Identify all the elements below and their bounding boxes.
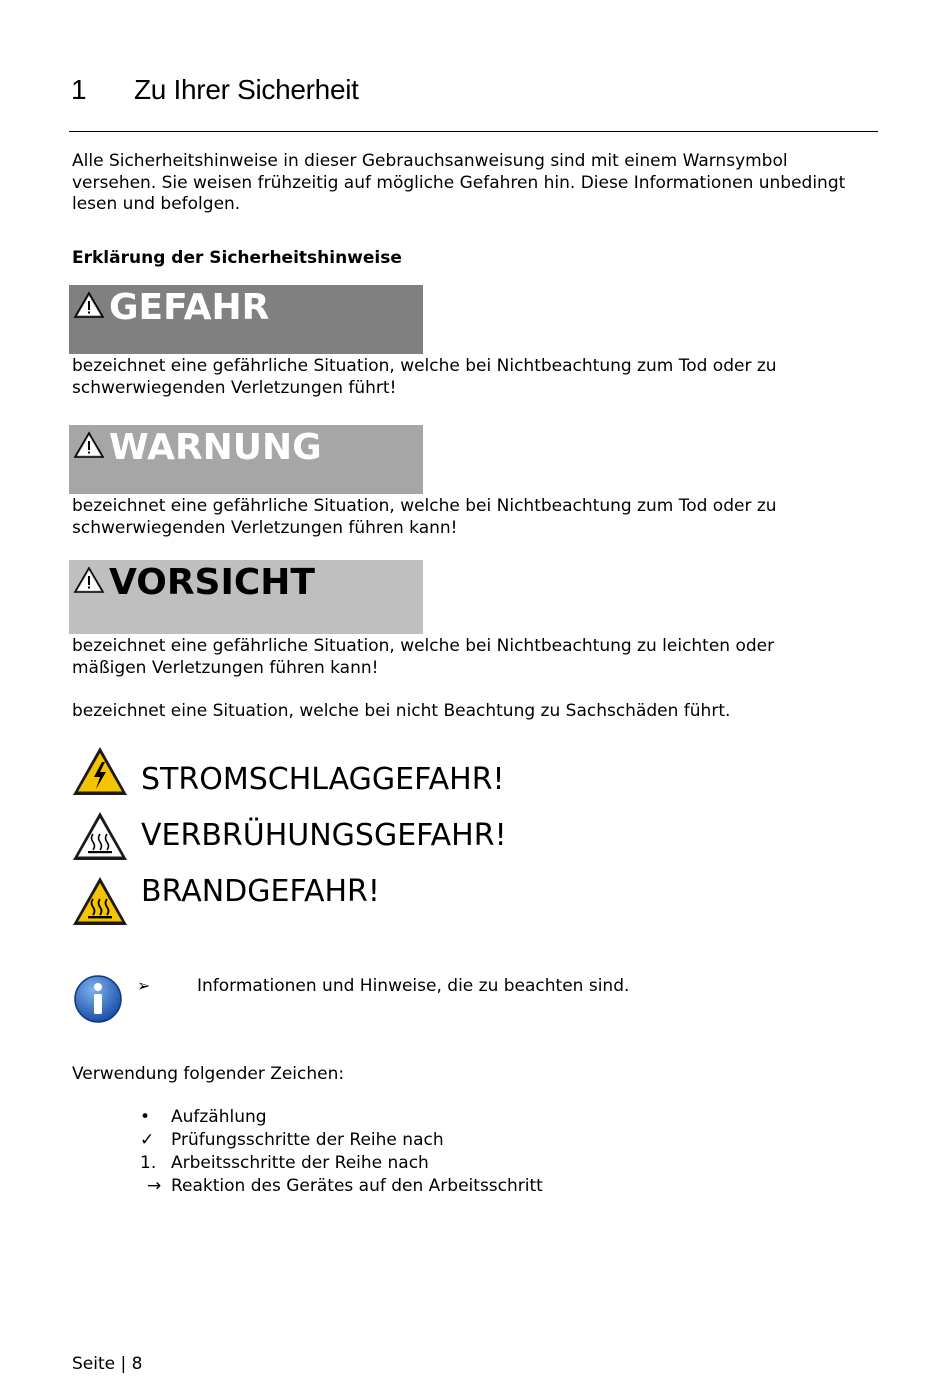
warning-triangle-icon — [73, 431, 105, 459]
danger-label: GEFAHR — [109, 287, 270, 328]
info-text: Informationen und Hinweise, die zu beachten sind. — [197, 976, 630, 996]
warning-label: WARNUNG — [109, 427, 322, 468]
info-bullet-icon: ➢ — [137, 976, 151, 995]
caution-banner — [69, 560, 423, 634]
danger-description: bezeichnet eine gefährliche Situation, welche bei Nichtbeachtung zum Tod oder zu schwerwiegenden Verletzungen führt! — [72, 356, 777, 398]
list-item-text: Aufzählung — [171, 1107, 267, 1127]
check-marker-icon: ✓ — [140, 1130, 155, 1150]
chapter-number: 1 — [71, 74, 87, 105]
electric-shock-warning-icon — [71, 745, 129, 797]
scald-warning-icon — [71, 810, 129, 862]
warning-triangle-icon — [73, 566, 105, 594]
warning-banner — [69, 425, 423, 494]
page-footer: Seite | 8 — [72, 1354, 143, 1374]
bullet-marker: • — [140, 1107, 151, 1127]
list-item-text: Prüfungsschritte der Reihe nach — [171, 1130, 444, 1150]
danger-banner — [69, 285, 423, 354]
intro-paragraph: Alle Sicherheitshinweise in dieser Gebrauchsanweisung sind mit einem Warnsymbol versehen. Sie weisen frühzeitig auf mögliche Gefahren hin. Diese Informationen unbedingt lesen und befolgen. — [72, 151, 846, 214]
chapter-title: Zu Ihrer Sicherheit — [134, 74, 359, 105]
number-marker: 1. — [140, 1153, 157, 1173]
caution-description: bezeichnet eine gefährliche Situation, welche bei Nichtbeachtung zu leichten oder mäßigen Verletzungen führen kann! — [72, 636, 775, 678]
hazard-fire: BRANDGEFAHR! — [141, 874, 380, 909]
list-item-text: Arbeitsschritte der Reihe nach — [171, 1153, 429, 1173]
section-subheading: Erklärung der Sicherheitshinweise — [72, 248, 402, 268]
hot-surface-warning-icon — [71, 875, 129, 927]
list-item-text: Reaktion des Gerätes auf den Arbeitsschritt — [171, 1176, 543, 1196]
caution-label: VORSICHT — [109, 562, 315, 603]
arrow-marker-icon: → — [147, 1176, 162, 1196]
property-damage-description: bezeichnet eine Situation, welche bei nicht Beachtung zu Sachschäden führt. — [72, 701, 731, 721]
warning-description: bezeichnet eine gefährliche Situation, welche bei Nichtbeachtung zum Tod oder zu schwerwiegenden Verletzungen führen kann! — [72, 496, 777, 538]
info-icon — [73, 974, 123, 1024]
heading-divider — [69, 131, 878, 132]
hazard-scald: VERBRÜHUNGSGEFAHR! — [141, 818, 507, 853]
warning-triangle-icon — [73, 291, 105, 319]
hazard-electric-shock: STROMSCHLAGGEFAHR! — [141, 762, 505, 797]
symbols-intro: Verwendung folgender Zeichen: — [72, 1064, 345, 1084]
